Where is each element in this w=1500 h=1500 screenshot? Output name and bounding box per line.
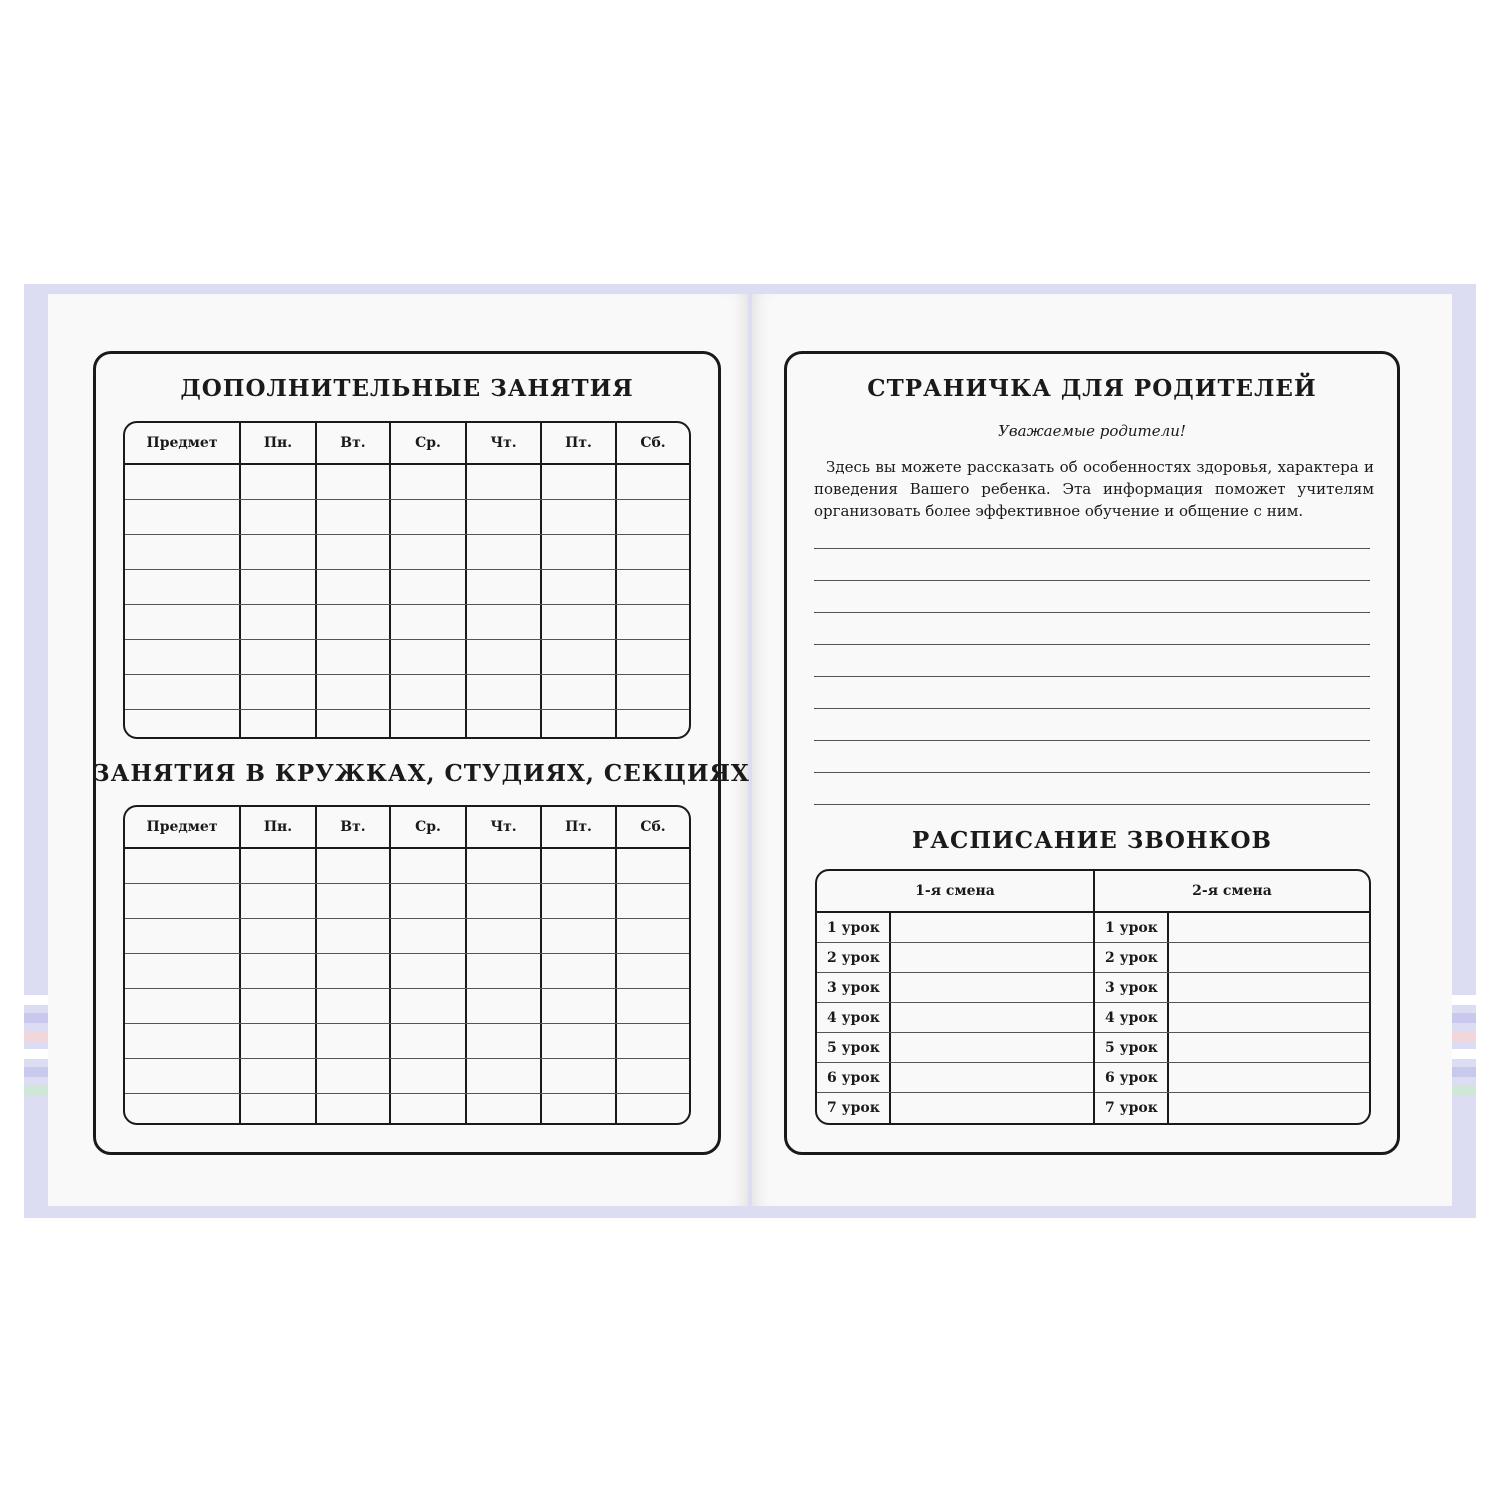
- table-cell[interactable]: [617, 465, 689, 499]
- lesson-time-field[interactable]: [1169, 1093, 1369, 1123]
- lesson-time-field[interactable]: [1169, 1003, 1369, 1032]
- table-cell[interactable]: [617, 675, 689, 709]
- shift-1: [817, 871, 1093, 1123]
- writing-line[interactable]: [814, 708, 1370, 740]
- table-cell[interactable]: [125, 884, 241, 918]
- table-cell[interactable]: [241, 640, 317, 674]
- lesson-row: [1095, 973, 1369, 1003]
- table-cell[interactable]: [241, 500, 317, 534]
- column-header-fri: Пт.: [542, 807, 617, 847]
- lesson-time-field[interactable]: [891, 1093, 1093, 1123]
- writing-line[interactable]: [814, 548, 1370, 580]
- table-cell[interactable]: [617, 500, 689, 534]
- lesson-number: 2 урок: [817, 943, 891, 972]
- table-cell[interactable]: [467, 570, 542, 604]
- table-cell[interactable]: [317, 1059, 391, 1093]
- lesson-row: [817, 913, 1093, 943]
- table-cell[interactable]: [391, 989, 467, 1023]
- lesson-time-field[interactable]: [891, 943, 1093, 972]
- table-cell[interactable]: [542, 640, 617, 674]
- table-cell[interactable]: [125, 640, 241, 674]
- cover-stripes-right: [1452, 995, 1476, 1175]
- table-cell[interactable]: [542, 710, 617, 739]
- table-cell[interactable]: [542, 465, 617, 499]
- table-row[interactable]: [125, 500, 689, 535]
- table-cell[interactable]: [617, 1024, 689, 1058]
- table-cell[interactable]: [317, 500, 391, 534]
- table-cell[interactable]: [617, 989, 689, 1023]
- table-cell[interactable]: [241, 1094, 317, 1125]
- table-cell[interactable]: [391, 884, 467, 918]
- table-cell[interactable]: [542, 1024, 617, 1058]
- cover-stripe: [1452, 1031, 1476, 1041]
- cover-stripe: [1452, 995, 1476, 1005]
- table-header-row: [125, 423, 689, 465]
- table-header-row: [125, 807, 689, 849]
- table-cell[interactable]: [542, 884, 617, 918]
- table-cell[interactable]: [241, 605, 317, 639]
- table-cell[interactable]: [241, 1059, 317, 1093]
- table-cell[interactable]: [617, 1059, 689, 1093]
- table-cell[interactable]: [241, 465, 317, 499]
- table-cell[interactable]: [125, 500, 241, 534]
- table-cell[interactable]: [467, 675, 542, 709]
- table-cell[interactable]: [125, 919, 241, 953]
- clubs-table: [123, 805, 691, 1125]
- table-cell[interactable]: [241, 1024, 317, 1058]
- shift-header: 1-я смена: [817, 871, 1093, 913]
- table-cell[interactable]: [467, 640, 542, 674]
- table-cell[interactable]: [317, 954, 391, 988]
- shift-header: 2-я смена: [1095, 871, 1369, 913]
- table-cell[interactable]: [542, 954, 617, 988]
- table-cell[interactable]: [467, 1024, 542, 1058]
- column-header-fri: Пт.: [542, 423, 617, 463]
- lesson-time-field[interactable]: [1169, 913, 1369, 942]
- column-header-wed: Ср.: [391, 807, 467, 847]
- lesson-number: 3 урок: [1095, 973, 1169, 1002]
- table-cell[interactable]: [317, 640, 391, 674]
- lesson-row: [1095, 913, 1369, 943]
- table-cell[interactable]: [617, 849, 689, 883]
- lesson-number: 7 урок: [1095, 1093, 1169, 1123]
- table-cell[interactable]: [125, 1094, 241, 1125]
- lesson-time-field[interactable]: [1169, 943, 1369, 972]
- table-cell[interactable]: [317, 535, 391, 569]
- column-header-thu: Чт.: [467, 423, 542, 463]
- table-cell[interactable]: [542, 605, 617, 639]
- cover-stripe: [1452, 1085, 1476, 1095]
- table-body: [125, 849, 689, 1125]
- lesson-number: 7 урок: [817, 1093, 891, 1123]
- table-row[interactable]: [125, 884, 689, 919]
- lesson-row: [817, 1003, 1093, 1033]
- parents-paragraph: Здесь вы можете рассказать об особенностях здоровья, характера и поведения Вашего ребенка. Эта информация поможет учителям организовать более эффективное обучение и общение с ним.: [814, 458, 1374, 520]
- table-cell[interactable]: [125, 710, 241, 739]
- table-row[interactable]: [125, 1024, 689, 1059]
- table-cell[interactable]: [467, 465, 542, 499]
- table-cell[interactable]: [542, 1059, 617, 1093]
- table-cell[interactable]: [391, 1094, 467, 1125]
- table-cell[interactable]: [467, 954, 542, 988]
- table-cell[interactable]: [125, 954, 241, 988]
- table-cell[interactable]: [467, 710, 542, 739]
- table-cell[interactable]: [542, 849, 617, 883]
- table-cell[interactable]: [467, 1094, 542, 1125]
- lesson-number: 6 урок: [817, 1063, 891, 1092]
- lesson-row: [817, 1033, 1093, 1063]
- table-cell[interactable]: [317, 1024, 391, 1058]
- table-cell[interactable]: [241, 675, 317, 709]
- table-cell[interactable]: [125, 849, 241, 883]
- lesson-time-field[interactable]: [891, 973, 1093, 1002]
- table-cell[interactable]: [317, 1094, 391, 1125]
- table-cell[interactable]: [125, 675, 241, 709]
- writing-line[interactable]: [814, 772, 1370, 804]
- table-cell[interactable]: [391, 605, 467, 639]
- table-row[interactable]: [125, 1059, 689, 1094]
- table-cell[interactable]: [467, 1059, 542, 1093]
- table-cell[interactable]: [391, 640, 467, 674]
- lesson-time-field[interactable]: [1169, 1063, 1369, 1092]
- table-body: [125, 465, 689, 739]
- column-header-sat: Сб.: [640, 819, 666, 835]
- table-cell[interactable]: [467, 884, 542, 918]
- lesson-row: [1095, 1033, 1369, 1063]
- parents-greeting: Уважаемые родители!: [998, 422, 1186, 440]
- table-cell[interactable]: [391, 535, 467, 569]
- writing-line[interactable]: [814, 580, 1370, 612]
- table-cell[interactable]: [241, 710, 317, 739]
- table-row[interactable]: [125, 605, 689, 640]
- table-cell[interactable]: [125, 570, 241, 604]
- lesson-list: [1095, 913, 1369, 1123]
- table-cell[interactable]: [391, 954, 467, 988]
- table-cell[interactable]: [241, 570, 317, 604]
- clubs-title: ЗАНЯТИЯ В КРУЖКАХ, СТУДИЯХ, СЕКЦИЯХ: [93, 760, 750, 787]
- table-cell[interactable]: [617, 535, 689, 569]
- table-cell[interactable]: [391, 849, 467, 883]
- extra-classes-title: ДОПОЛНИТЕЛЬНЫЕ ЗАНЯТИЯ: [180, 375, 634, 402]
- column-header-sat: Сб.: [640, 435, 666, 451]
- table-cell[interactable]: [617, 605, 689, 639]
- lesson-list: [817, 913, 1093, 1123]
- table-cell[interactable]: [391, 675, 467, 709]
- lesson-row: [817, 1063, 1093, 1093]
- table-cell[interactable]: [617, 640, 689, 674]
- column-header-tue: Вт.: [317, 807, 391, 847]
- table-row[interactable]: [125, 675, 689, 710]
- lesson-number: 1 урок: [1095, 913, 1169, 942]
- column-header-mon: Пн.: [241, 807, 317, 847]
- lesson-row: [1095, 1003, 1369, 1033]
- lesson-number: 2 урок: [1095, 943, 1169, 972]
- lesson-number: 4 урок: [817, 1003, 891, 1032]
- lesson-row: [1095, 1063, 1369, 1093]
- lesson-number: 1 урок: [817, 913, 891, 942]
- cover-stripe: [1452, 1049, 1476, 1059]
- table-cell[interactable]: [542, 919, 617, 953]
- table-cell[interactable]: [391, 1024, 467, 1058]
- writing-line[interactable]: [814, 644, 1370, 676]
- table-cell[interactable]: [542, 500, 617, 534]
- lesson-time-field[interactable]: [891, 1063, 1093, 1092]
- table-cell[interactable]: [467, 849, 542, 883]
- lesson-row: [1095, 1093, 1369, 1123]
- writing-line[interactable]: [814, 676, 1370, 708]
- table-cell[interactable]: [317, 465, 391, 499]
- table-cell[interactable]: [617, 1094, 689, 1125]
- bell-schedule-title: РАСПИСАНИЕ ЗВОНКОВ: [911, 827, 1272, 854]
- lesson-row: [817, 973, 1093, 1003]
- lesson-time-field[interactable]: [891, 1033, 1093, 1062]
- table-cell[interactable]: [617, 884, 689, 918]
- table-cell[interactable]: [542, 535, 617, 569]
- table-cell[interactable]: [241, 535, 317, 569]
- table-row[interactable]: [125, 919, 689, 954]
- table-cell[interactable]: [317, 710, 391, 739]
- table-row[interactable]: [125, 465, 689, 500]
- table-cell[interactable]: [542, 570, 617, 604]
- table-cell[interactable]: [241, 989, 317, 1023]
- lesson-number: 5 урок: [817, 1033, 891, 1062]
- table-cell[interactable]: [125, 535, 241, 569]
- table-cell[interactable]: [617, 954, 689, 988]
- column-header-subject: Предмет: [125, 807, 241, 847]
- column-header-mon: Пн.: [241, 423, 317, 463]
- table-cell[interactable]: [467, 500, 542, 534]
- table-cell[interactable]: [391, 1059, 467, 1093]
- lesson-number: 4 урок: [1095, 1003, 1169, 1032]
- table-cell[interactable]: [317, 919, 391, 953]
- lesson-time-field[interactable]: [1169, 1033, 1369, 1062]
- table-cell[interactable]: [467, 535, 542, 569]
- table-cell[interactable]: [542, 989, 617, 1023]
- lesson-row: [817, 1093, 1093, 1123]
- table-cell[interactable]: [241, 954, 317, 988]
- bell-schedule-table: [815, 869, 1371, 1125]
- table-cell[interactable]: [617, 710, 689, 739]
- table-cell[interactable]: [542, 675, 617, 709]
- table-cell[interactable]: [317, 675, 391, 709]
- table-cell[interactable]: [317, 989, 391, 1023]
- table-cell[interactable]: [391, 919, 467, 953]
- column-header-subject: Предмет: [125, 423, 241, 463]
- column-header-tue: Вт.: [317, 423, 391, 463]
- cover-stripe: [1452, 1013, 1476, 1023]
- shift-2: [1093, 871, 1369, 1123]
- table-cell[interactable]: [241, 919, 317, 953]
- writing-line[interactable]: [814, 612, 1370, 644]
- cover-stripe: [1452, 1067, 1476, 1077]
- table-cell[interactable]: [391, 500, 467, 534]
- table-cell[interactable]: [317, 605, 391, 639]
- table-row[interactable]: [125, 570, 689, 605]
- table-cell[interactable]: [125, 989, 241, 1023]
- table-cell[interactable]: [467, 989, 542, 1023]
- table-row[interactable]: [125, 535, 689, 570]
- extra-classes-table: [123, 421, 691, 739]
- table-cell[interactable]: [391, 570, 467, 604]
- table-cell[interactable]: [125, 1024, 241, 1058]
- table-row[interactable]: [125, 989, 689, 1024]
- column-header-wed: Ср.: [391, 423, 467, 463]
- table-cell[interactable]: [617, 919, 689, 953]
- table-cell[interactable]: [125, 1059, 241, 1093]
- lesson-row: [1095, 943, 1369, 973]
- lesson-number: 3 урок: [817, 973, 891, 1002]
- table-cell[interactable]: [542, 1094, 617, 1125]
- table-cell[interactable]: [391, 465, 467, 499]
- table-cell[interactable]: [391, 710, 467, 739]
- table-cell[interactable]: [241, 884, 317, 918]
- lesson-row: [817, 943, 1093, 973]
- table-cell[interactable]: [617, 570, 689, 604]
- lesson-time-field[interactable]: [891, 1003, 1093, 1032]
- table-row[interactable]: [125, 849, 689, 884]
- table-row[interactable]: [125, 710, 689, 739]
- lesson-time-field[interactable]: [891, 913, 1093, 942]
- table-row[interactable]: [125, 954, 689, 989]
- lesson-number: 6 урок: [1095, 1063, 1169, 1092]
- parents-page-title: СТРАНИЧКА ДЛЯ РОДИТЕЛЕЙ: [867, 375, 1317, 402]
- table-cell[interactable]: [467, 919, 542, 953]
- table-cell[interactable]: [241, 849, 317, 883]
- table-cell[interactable]: [467, 605, 542, 639]
- table-cell[interactable]: [125, 465, 241, 499]
- writing-lines: [814, 548, 1370, 836]
- table-cell[interactable]: [317, 884, 391, 918]
- table-row[interactable]: [125, 1094, 689, 1125]
- lesson-time-field[interactable]: [1169, 973, 1369, 1002]
- lesson-number: 5 урок: [1095, 1033, 1169, 1062]
- table-cell[interactable]: [125, 605, 241, 639]
- table-cell[interactable]: [317, 570, 391, 604]
- table-row[interactable]: [125, 640, 689, 675]
- table-cell[interactable]: [317, 849, 391, 883]
- writing-line[interactable]: [814, 740, 1370, 772]
- column-header-thu: Чт.: [467, 807, 542, 847]
